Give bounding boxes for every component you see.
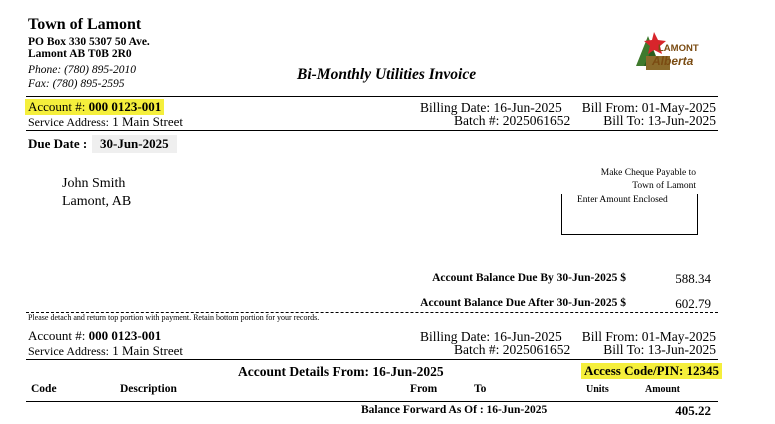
- bill-to: Bill To: 13-Jun-2025: [603, 113, 716, 128]
- cheque-payable-line1: Make Cheque Payable to: [600, 168, 696, 178]
- access-code: Access Code/PIN: 12345: [581, 363, 722, 379]
- batch-number-bottom: Batch #: 2025061652: [454, 342, 571, 357]
- enter-amount-label: Enter Amount Enclosed: [577, 195, 668, 205]
- cheque-payable-line2: Town of Lamont: [632, 181, 696, 191]
- town-name: Town of Lamont: [28, 16, 142, 33]
- service-address: 1 Main Street: [112, 114, 183, 129]
- detach-note: Please detach and return top portion with payment. Retain bottom portion for your records.: [28, 313, 320, 322]
- account-number-highlight: [25, 99, 164, 115]
- service-address-label: Service Address:: [28, 115, 109, 129]
- bill-from: Bill From: 01-May-2025: [581, 100, 716, 115]
- account-label-bottom: Account #:: [28, 328, 86, 343]
- town-fax: Fax: (780) 895-2595: [28, 78, 125, 90]
- col-amount: Amount: [645, 384, 681, 395]
- billing-date: Billing Date: 16-Jun-2025: [420, 100, 562, 115]
- account-label: Account #:: [28, 99, 86, 114]
- col-code: Code: [31, 383, 57, 395]
- columns-divider: [26, 401, 718, 402]
- balance-due-by-label: Account Balance Due By 30-Jun-2025 $: [432, 272, 626, 284]
- service-address-row: [28, 114, 183, 130]
- customer-city: Lamont, AB: [62, 194, 132, 209]
- billing-date-bottom: Billing Date: 16-Jun-2025: [420, 329, 562, 344]
- balance-forward-amount: 405.22: [675, 403, 711, 418]
- account-number: 000 0123-001: [88, 99, 162, 114]
- col-to: To: [474, 383, 487, 395]
- lamont-logo: [626, 26, 708, 72]
- due-date-label: Due Date :: [28, 136, 88, 151]
- town-phone: Phone: (780) 895-2010: [28, 64, 136, 76]
- balance-forward-label: Balance Forward As Of : 16-Jun-2025: [361, 404, 548, 416]
- col-description: Description: [120, 383, 177, 395]
- account-divider: [26, 130, 718, 131]
- batch-number: Batch #: 2025061652: [454, 113, 571, 128]
- account-number-row-bottom: [28, 328, 161, 344]
- account-details-title: Account Details From: 16-Jun-2025: [238, 364, 444, 379]
- town-address-line2: Lamont AB T0B 2R0: [28, 48, 132, 60]
- balance-due-after-amount: 602.79: [675, 296, 711, 311]
- bill-from-bottom: Bill From: 01-May-2025: [581, 329, 716, 344]
- bill-to-bottom: Bill To: 13-Jun-2025: [603, 342, 716, 357]
- customer-name: John Smith: [62, 176, 126, 191]
- account-number-bottom: 000 0123-001: [88, 328, 162, 343]
- service-address-bottom: 1 Main Street: [112, 343, 183, 358]
- header-divider: [26, 96, 718, 97]
- balance-due-after-label: Account Balance Due After 30-Jun-2025 $: [420, 297, 626, 309]
- service-address-row-bottom: [28, 343, 183, 359]
- town-address-line1: PO Box 330 5307 50 Ave.: [28, 36, 150, 48]
- col-from: From: [410, 383, 438, 395]
- logo-text-bottom: Alberta: [652, 54, 694, 68]
- details-top-divider: [26, 359, 718, 360]
- logo-text-top: LAMONT: [658, 43, 699, 54]
- balance-due-by-amount: 588.34: [675, 271, 711, 286]
- col-units: Units: [586, 384, 609, 395]
- invoice-title: Bi-Monthly Utilities Invoice: [297, 66, 477, 83]
- service-address-label-bottom: Service Address:: [28, 344, 109, 358]
- due-date-value: 30-Jun-2025: [92, 135, 177, 153]
- detach-line: [26, 312, 718, 313]
